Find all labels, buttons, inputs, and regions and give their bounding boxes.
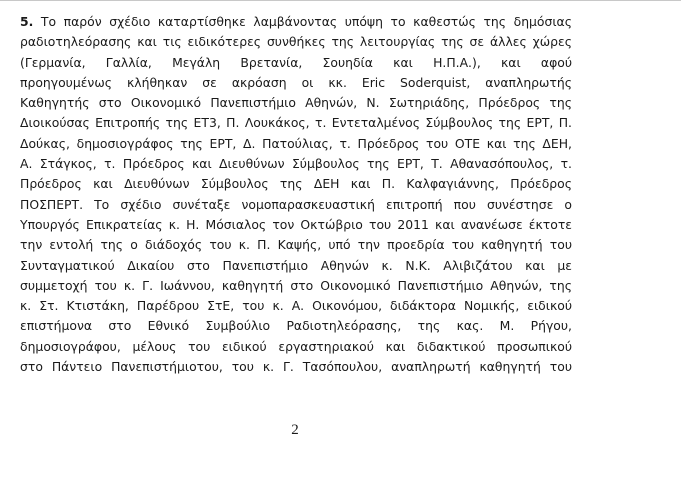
text-line-4: προηγουμένως κλήθηκαν σε ακρόαση οι κκ. Eric Soderquist, αναπληρωτής xyxy=(20,74,572,90)
text-line-5: Καθηγητής στο Οικονομικό Πανεπιστήμιο Αθηνών, Ν. Σωτηριάδης, Πρόεδρος της xyxy=(20,95,572,111)
text-line-13: Συνταγματικού Δικαίου στο Πανεπιστήμιο Αθηνών κ. Ν.Κ. Αλιβιζάτου και με xyxy=(20,257,572,273)
text-line-12: την εντολή της ο διάδοχός του κ. Π. Καψής, υπό την προεδρία του καθηγητή του xyxy=(20,237,572,253)
text-line-9: Πρόεδρος και Διευθύνων Σύμβουλος της ΔΕΗ και Π. Καλφαγιάννης, Πρόεδρος xyxy=(20,176,572,192)
item-number: 5. xyxy=(20,14,34,29)
text-line-18: στο Πάντειο Πανεπιστήμιοτου, του κ. Γ. Τασόπουλου, αναπληρωτή καθηγητή του xyxy=(20,359,572,375)
text-line-10: ΠΟΣΠΕΡΤ. Το σχέδιο συνέταξε νομοπαρασκευαστική επιτροπή που συνέστησε ο xyxy=(20,196,572,212)
text-line-3: (Γερμανία, Γαλλία, Μεγάλη Βρετανία, Σουηδία και Η.Π.Α.), και αφού xyxy=(20,54,572,70)
text-line-6: Διοικούσας Επιτροπής της ΕΤ3, Π. Λουκάκος, τ. Εντεταλμένος Σύμβουλος της ΕΡΤ, Π. xyxy=(20,115,572,131)
text-line-1: 5. Το παρόν σχέδιο καταρτίσθηκε λαμβάνοντας υπόψη το καθεστώς της δημόσιας xyxy=(20,14,572,29)
text-line-17: δημοσιογράφου, μέλους του ειδικού εργαστηριακού και διδακτικού προσωπικού xyxy=(20,338,572,354)
text-line-2: ραδιοτηλεόρασης και τις ειδικότερες συνθήκες της λειτουργίας της σε άλλες χώρες xyxy=(20,34,572,50)
text-line-7: Δούκας, δημοσιογράφος της ΕΡΤ, Δ. Πατούλιας, τ. Πρόεδρος του ΟΤΕ και της ΔΕΗ, xyxy=(20,135,572,151)
text-line-14: συμμετοχή του κ. Γ. Ιωάννου, καθηγητή στο Οικονομικό Πανεπιστήμιο Αθηνών, της xyxy=(20,277,572,293)
top-border-rule xyxy=(0,0,681,1)
paragraph-item-5 xyxy=(20,12,572,377)
text-line-16: επιστήμονα στο Εθνικό Συμβούλιο Ραδιοτηλεόρασης, της κας. Μ. Ρήγου, xyxy=(20,318,572,334)
page-number: 2 xyxy=(291,422,299,438)
text-line-11: Υπουργός Επικρατείας κ. Η. Μόσιαλος τον Οκτώβριο του 2011 και ανανέωσε έκτοτε xyxy=(20,216,572,232)
text-line-15: κ. Στ. Κτιστάκη, Παρέδρου ΣτΕ, του κ. Α. Οικονόμου, διδάκτορα Νομικής, ειδικού xyxy=(20,298,572,314)
text-line-8: Α. Στάγκος, τ. Πρόεδρος και Διευθύνων Σύμβουλος της ΕΡΤ, Τ. Αθανασόπουλος, τ. xyxy=(20,156,572,172)
